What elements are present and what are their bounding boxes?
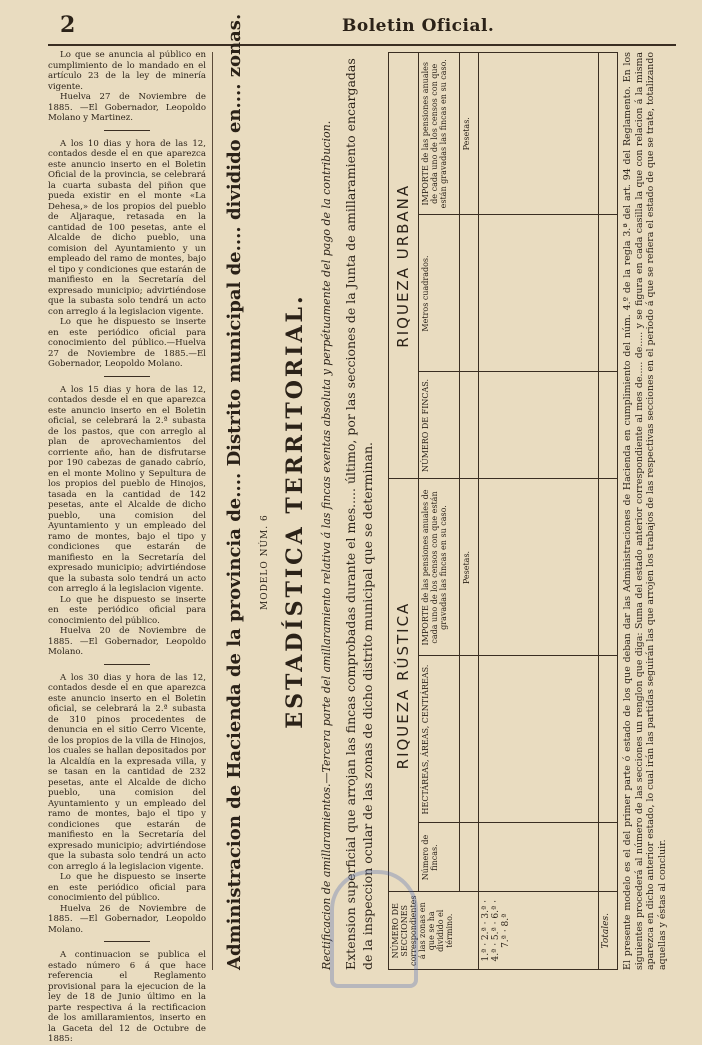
column-rule (212, 52, 213, 970)
divider (104, 130, 150, 131)
notice-paragraph: Lo que se anuncia al público en cumplimiento de lo mandado en el artículo 23 de la ley de minería vigente. (48, 50, 206, 92)
empty-cell (478, 656, 598, 823)
empty-cell (598, 53, 617, 216)
notice-paragraph: A continuacion se publica el estado número 6 á que hace referencia el Reglamento provisional para la ejecucion de la ley de 18 de Junio último en la parte respectiva á la rectificacion de los amillaramientos, inserto en la Gaceta del 12 de Octubre de 1885: (48, 950, 206, 1044)
empty-cell (460, 656, 478, 823)
notice-signature: Huelva 26 de Noviembre de 1885. —El Gobernador, Leopoldo Molano. (48, 903, 206, 935)
urbana-col-metros: Metros cuadrados. (418, 215, 460, 372)
rustica-unit: Pesetas. (460, 479, 478, 656)
header-rule (48, 44, 676, 46)
notice-paragraph: Lo que he dispuesto se inserte en este periódico oficial para conocimiento del público. (48, 872, 206, 903)
row-label: 3.ª (480, 905, 491, 919)
notice-5 (48, 950, 206, 1045)
notice-signature: Huelva 27 de Noviembre de 1885. —El Gobernador, Leopoldo Molano y Martinez. (48, 92, 206, 123)
sections-header: NÚMERO DE SECCIONES correspondientes á las zonas en que se ha dividido el término. (389, 892, 479, 970)
form-title-line: Administracion de Hacienda de la provincia de.... Distrito municipal de.... dividido en.... zonas. (224, 13, 245, 970)
form-footnote: El presente modelo es el del primer parte ó estado de los que deban dar las Administraciones de Hacienda en cumplimiento del núm. 4.º de la regla 3.ª del art. 94 del Reglamento. En los siguientes procederá al número de las secciones un renglon que diga: Suma del estado anterior correspondiente al mes de..... de..... y se figura en cada casilla la que con relacion á la misma aparezca en dicho anterior estado, lo cual irán las partidas seguirán las que arrojen los trabajos de las respectivas secciones en el periodo á que se refiera el estado de que se trate, totalizando aquellas y éstas al concluir. (622, 52, 668, 970)
rustica-col-area: HECTÁREAS, ÁREAS, CENTIÁREAS. (418, 656, 460, 823)
row-label: 2.ª (480, 927, 491, 941)
notice-paragraph: A los 15 dias y hora de las 12, contados desde el en que aparezca este anuncio inserto en el Boletin oficial, se celebrará la 2.ª subasta de los pastos, que con arreglo al plan de aprovechamientos del corriente año, han de disfrutarse por 190 cabezas de ganado cabrío, en el monte Molino y Sepultura de los propios del pueblo de Hinojos, tasada en la cantidad de 142 pesetas, ante el Alcalde de dicho pueblo, una comision del Ayuntamiento y un empleado del ramo de montes, bajo el tipo y condiciones que estarán de manifiesto en la Secretaría del expresado municipio; advirtiéndose que la subasta solo tendrá un acto con arreglo á la legislacion vigente. (48, 384, 206, 594)
notice-3 (48, 385, 206, 658)
urbana-unit: Pesetas. (460, 53, 478, 216)
header-title: Boletin Oficial. (342, 16, 495, 36)
notice-paragraph: A los 10 dias y hora de las 12, contados desde el en que aparezca este anuncio inserto en el Boletin Oficial de la provincia, se celebrará la cuarta subasta del piñon que pueda existir en el monte «La Dehesa,» de los propios del pueblo de Aljaraque, retasada en la cantidad de 100 pesetas, ante el Alcalde de dicho pueblo, una comision del Ayuntamiento y un empleado del ramo de montes, bajo el tipo y condiciones que estarán de manifiesto en la Secretaría del expresado municipio; advirtiéndose que la subasta solo tendrá un acto con arreglo á la legislacion vigente. (48, 138, 206, 317)
totals-label: Totales. (598, 892, 617, 970)
form-body: Extension superficial que arrojan las fincas comprobadas durante el mes..... último, por las secciones de la Junta de amillaramiento encargadas de la inspeccion ocular de las zonas de dicho distrito municipal que se determinan. (343, 58, 375, 970)
model-label: MODELO NÚM. 6 (260, 514, 270, 610)
left-column (48, 50, 206, 1044)
rustica-header: RIQUEZA RÚSTICA (389, 479, 419, 892)
urbana-col-importe: IMPORTE de las pensiones anuales de cada uno de los censos con que están gravadas las fincas en su caso. (418, 53, 460, 216)
empty-cell (598, 215, 617, 372)
empty-cell (478, 215, 598, 372)
row-label: 4.ª (490, 948, 501, 962)
empty-cell (478, 372, 598, 479)
form-table (388, 52, 618, 970)
stamp-emblem-icon (330, 870, 418, 988)
page-number: 2 (60, 12, 76, 38)
page-header (0, 0, 702, 46)
notice-paragraph: Lo que he dispuesto se inserte en este periódico oficial para conocimiento del público. (48, 594, 206, 626)
empty-cell (460, 215, 478, 372)
notice-signature: Huelva 20 de Noviembre de 1885. —El Gobernador, Leopoldo Molano. (48, 626, 206, 657)
row-label: 8.ª (500, 913, 511, 927)
form-subtitle: Rectificacion de amillaramientos.—Tercera parte del amillaramiento relativa á las fincas exentas absoluta y perpétuamente del pago de la contribucion. (320, 120, 333, 970)
empty-cell (598, 479, 617, 656)
library-stamp (300, 850, 630, 1000)
empty-cell (460, 372, 478, 479)
divider (104, 941, 150, 942)
notice-signature: Lo que he dispuesto se inserte en este periódico oficial para conocimiento del público.—Huelva 27 de Noviembre de 1885.—El Gobernador, Leopoldo Molano. (48, 317, 206, 369)
row-label: 1.ª (480, 948, 491, 962)
urbana-header: RIQUEZA URBANA (389, 53, 419, 480)
empty-cell (598, 372, 617, 479)
form-heading: ESTADÍSTICA TERRITORIAL. (282, 293, 308, 729)
empty-cell (478, 53, 598, 216)
notice-1 (48, 50, 206, 124)
empty-cell (598, 656, 617, 823)
urbana-col-fincas: NÚMERO DE FINCAS. (418, 372, 460, 479)
rustica-col-importe: IMPORTE de las pensiones anuales de cada uno de los censos con que están gravadas las fincas en su caso. (418, 479, 460, 656)
rustica-col-fincas: Número de fincas. (418, 823, 460, 892)
row-label: 5.ª (490, 927, 501, 941)
divider (104, 376, 150, 377)
row-label: 7.ª (500, 935, 511, 948)
notice-4 (48, 673, 206, 936)
divider (104, 664, 150, 665)
row-label: 6.ª (490, 905, 501, 919)
notice-paragraph: A los 30 dias y hora de las 12, contados desde el en que aparezca este anuncio inserto en el Boletin oficial, se celebrará la 2.ª subasta de 310 pinos procedentes de denuncia en el sitio Cerro Vicente, de los propios de la villa de Hinojos, los cuales se hallan depositados por la Alcaldía en la expresada villa, y se tasan en la cantidad de 232 pesetas, ante el Alcalde de dicho pueblo, una comision del Ayuntamiento y un empleado del ramo de montes, bajo el tipo y condiciones que estarán de manifiesto en la Secretaría del expresado municipio; advirtiéndose que la subasta solo tendrá un acto con arreglo á la legislacion vigente. (48, 672, 206, 872)
section-rows: 1.ª · 2.ª · 3.ª · 4.ª · 5.ª · 6.ª · 7.ª · 8.ª (478, 892, 598, 970)
notice-2 (48, 139, 206, 370)
empty-cell (478, 479, 598, 656)
